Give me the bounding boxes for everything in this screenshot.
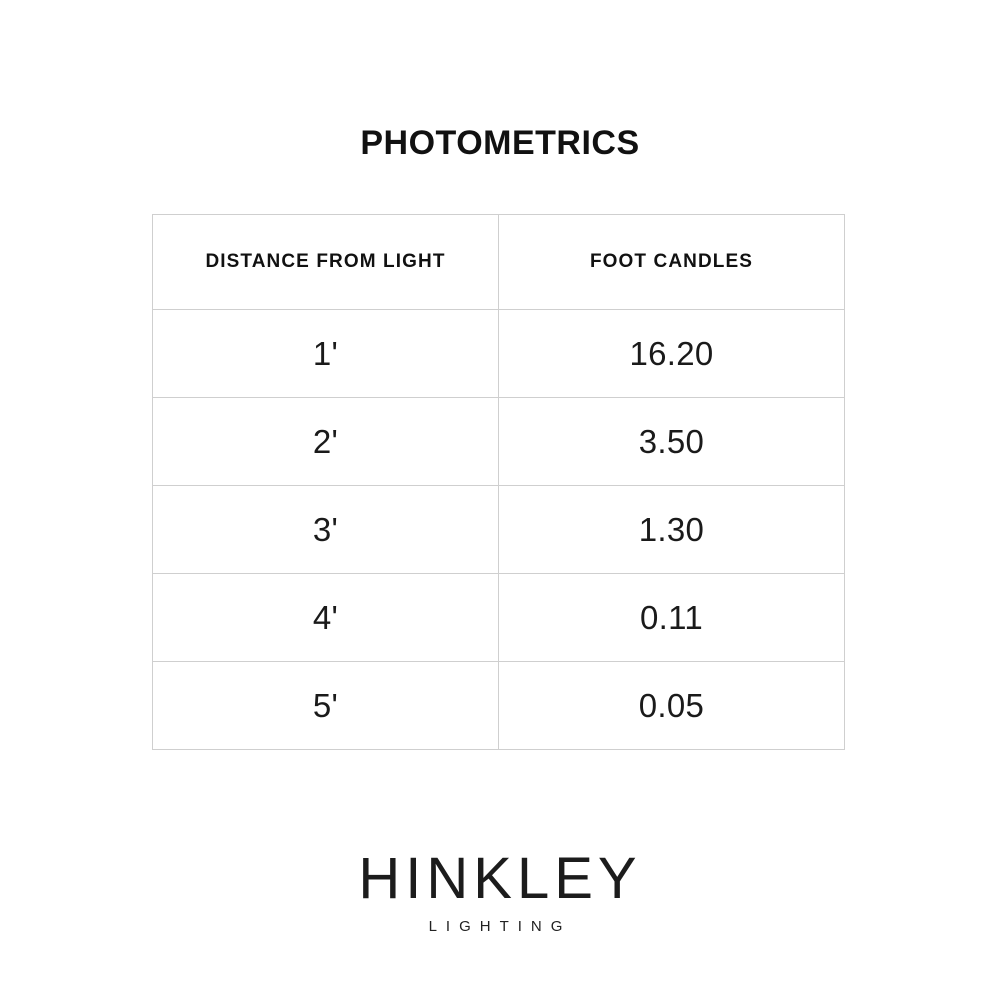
table-row xyxy=(153,398,845,486)
column-header-foot-candles: FOOT CANDLES xyxy=(499,215,845,310)
brand-logo xyxy=(0,846,1000,935)
cell-foot-candles: 1.30 xyxy=(499,486,845,574)
cell-distance: 3' xyxy=(153,486,499,574)
page-title: PHOTOMETRICS xyxy=(360,124,640,162)
photometrics-table xyxy=(152,214,845,750)
cell-foot-candles: 16.20 xyxy=(499,310,845,398)
table-row xyxy=(153,310,845,398)
table-row xyxy=(153,662,845,750)
cell-foot-candles: 3.50 xyxy=(499,398,845,486)
column-header-distance: DISTANCE FROM LIGHT xyxy=(153,215,499,310)
cell-distance: 1' xyxy=(153,310,499,398)
table-row xyxy=(153,574,845,662)
cell-foot-candles: 0.05 xyxy=(499,662,845,750)
brand-name: HINKLEY xyxy=(358,846,642,911)
photometrics-table-container xyxy=(152,214,844,750)
brand-subtitle: LIGHTING xyxy=(428,918,572,935)
cell-distance: 4' xyxy=(153,574,499,662)
cell-distance: 5' xyxy=(153,662,499,750)
cell-distance: 2' xyxy=(153,398,499,486)
table-row xyxy=(153,486,845,574)
table-header-row xyxy=(153,215,845,310)
cell-foot-candles: 0.11 xyxy=(499,574,845,662)
